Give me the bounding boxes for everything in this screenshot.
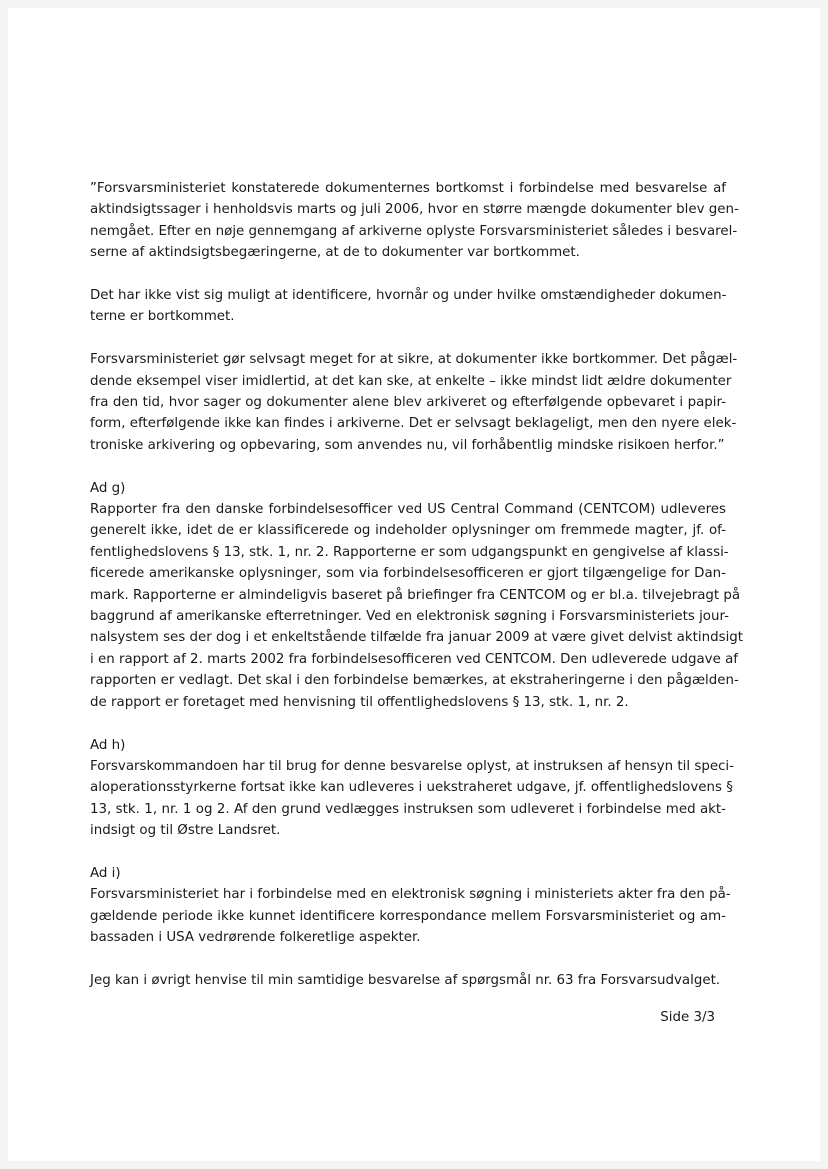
text-line: gældende periode ikke kunnet identificere korrespondance mellem Forsvarsministeriet og am-	[90, 908, 726, 924]
text-line: fra den tid, hvor sager og dokumenter alene blev arkiveret og efterfølgende opbevaret i papir-	[90, 395, 726, 411]
text-line: aloperationsstyrkerne fortsat ikke kan udleveres i uekstraheret udgave, jf. offentlighedslovens §	[90, 780, 733, 796]
text-line: nemgået. Efter en nøje gennemgang af arkiverne oplyste Forsvarsministeriet således i besvarel-	[90, 223, 738, 239]
text-line: terne er bortkommet.	[90, 309, 235, 325]
text-line: fentlighedslovens § 13, stk. 1, nr. 2. Rapporterne er som udgangspunkt en gengivelse af klassi-	[90, 544, 729, 560]
text-line: Forsvarsministeriet har i forbindelse med en elektronisk søgning i ministeriets akter fra den på-	[90, 887, 731, 903]
text-line: form, efterfølgende ikke kan findes i arkiverne. Det er selvsagt beklageligt, men den nyere elek-	[90, 416, 737, 432]
document-page	[8, 8, 820, 1161]
text-line: dende eksempel viser imidlertid, at det kan ske, at enkelte – ikke mindst lidt ældre dokumenter	[90, 373, 732, 389]
text-line: Forsvarskommandoen har til brug for denne besvarelse oplyst, at instruksen af hensyn til speci-	[90, 758, 734, 774]
text-line: indsigt og til Østre Landsret.	[90, 823, 281, 839]
text-line: Det har ikke vist sig muligt at identificere, hvornår og under hvilke omstændigheder dokumen-	[90, 288, 727, 304]
paragraph-closing	[90, 970, 726, 991]
text-line: Jeg kan i øvrigt henvise til min samtidige besvarelse af spørgsmål nr. 63 fra Forsvarsudvalget.	[90, 972, 721, 988]
text-line: i en rapport af 2. marts 2002 fra forbindelsesofficeren ved CENTCOM. Den udleverede udgave af	[90, 651, 739, 667]
text-line: mark. Rapporterne er almindeligvis baseret på briefinger fra CENTCOM og er bl.a. tilvejebragt på	[90, 587, 741, 603]
text-line: serne af aktindsigtsbegæringerne, at de to dokumenter var bortkommet.	[90, 245, 580, 261]
section-heading: Ad h)	[90, 737, 126, 753]
page-number: Side 3/3	[660, 1010, 715, 1025]
section-heading: Ad g)	[90, 480, 126, 496]
text-line: generelt ikke, idet de er klassificerede og indeholder oplysninger om fremmede magter, jf. of-	[90, 523, 726, 539]
paragraph-ad-g	[90, 478, 744, 713]
text-line: rapporten er vedlagt. Det skal i den forbindelse bemærkes, at ekstraheringerne i den pågælden-	[90, 673, 739, 689]
paragraph-ad-h	[90, 735, 734, 842]
section-heading: Ad i)	[90, 865, 121, 881]
text-line: Forsvarsministeriet gør selvsagt meget for at sikre, at dokumenter ikke bortkommer. Det pågæl-	[90, 352, 738, 368]
paragraph-quote-3	[90, 349, 738, 456]
text-line: de rapport er foretaget med henvisning til offentlighedslovens § 13, stk. 1, nr. 2.	[90, 694, 629, 710]
text-line: baggrund af amerikanske efterretninger. Ved en elektronisk søgning i Forsvarsministeriets jour-	[90, 609, 729, 625]
text-line: ”Forsvarsministeriet konstaterede dokumenternes bortkomst i forbindelse med besvarelse af	[90, 181, 726, 196]
text-line: nalsystem ses der dog i et enkeltstående tilfælde fra januar 2009 at være givet delvist aktindsigt	[90, 630, 744, 646]
text-line: ficerede amerikanske oplysninger, som via forbindelsesofficeren er gjort tilgængelige for Dan-	[90, 566, 726, 582]
paragraph-quote-2	[90, 285, 726, 328]
paragraph-quote-1	[90, 178, 739, 264]
text-line: aktindsigtssager i henholdsvis marts og juli 2006, hvor en større mængde dokumenter blev gen-	[90, 202, 739, 218]
text-line: bassaden i USA vedrørende folkeretlige aspekter.	[90, 930, 421, 946]
text-line: 13, stk. 1, nr. 1 og 2. Af den grund vedlægges instruksen som udleveret i forbindelse med akt-	[90, 801, 726, 817]
text-line: Rapporter fra den danske forbindelsesofficer ved US Central Command (CENTCOM) udleveres	[90, 502, 726, 518]
document-body	[90, 178, 744, 1013]
paragraph-ad-i	[90, 863, 731, 949]
text-line: troniske arkivering og opbevaring, som anvendes nu, vil forhåbentlig mindske risikoen herfor.”	[90, 437, 725, 453]
